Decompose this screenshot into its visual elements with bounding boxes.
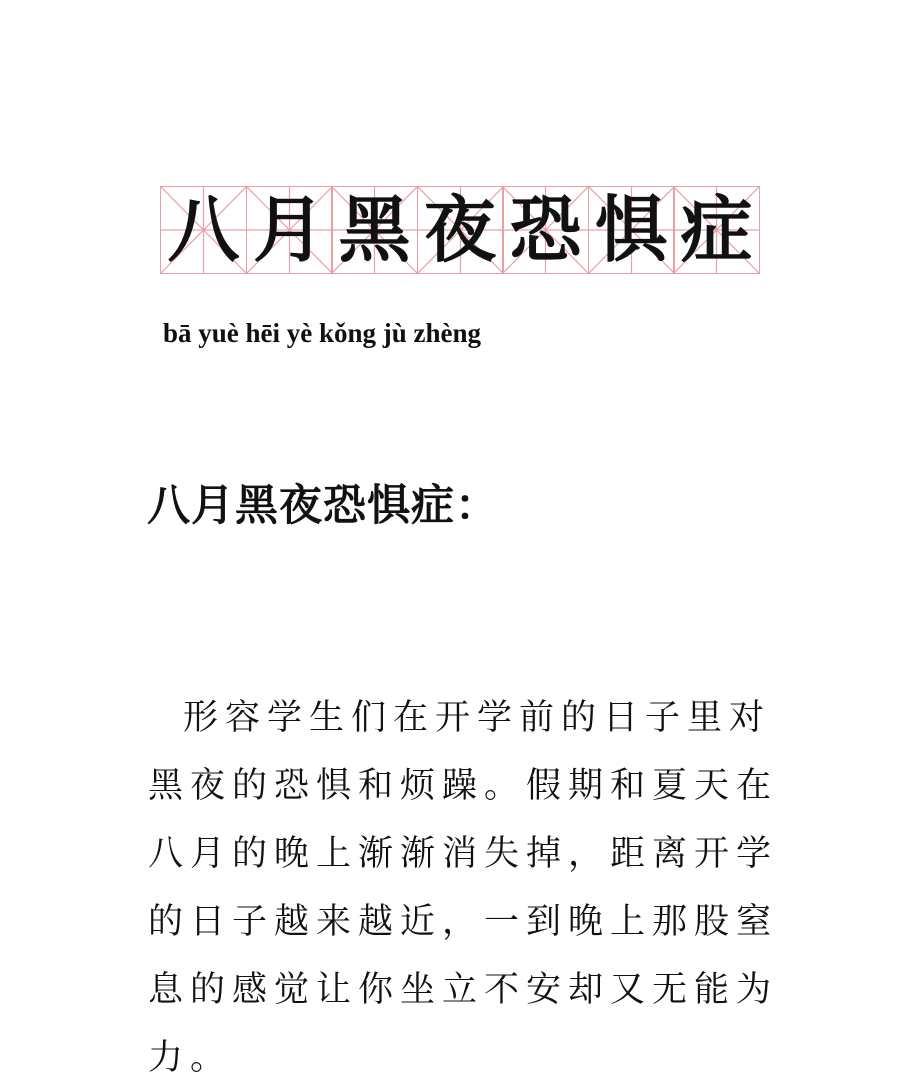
- title-cell: [673, 186, 760, 274]
- title-char: 夜: [423, 187, 496, 272]
- title-grid: [160, 186, 769, 274]
- definition-paragraph: 形容学生们在开学前的日子里对黑夜的恐惧和烦躁。假期和夏天在八月的晚上渐渐消失掉，距离开学的日子越来越近，一到晚上那股窒息的感觉让你坐立不安却又无能为力。: [148, 698, 779, 1078]
- title-cell: [331, 186, 418, 274]
- title-char: 恐: [509, 187, 582, 272]
- pinyin-line: bā yuè hēi yè kǒng jù zhèng: [163, 318, 482, 348]
- title-char: 症: [680, 187, 753, 272]
- title-cell: [160, 186, 247, 274]
- title-char: 黑: [338, 187, 411, 272]
- title-cell: [417, 186, 504, 274]
- title-cell: [588, 186, 675, 274]
- title-char: 惧: [594, 187, 667, 272]
- title-cell: [246, 186, 333, 274]
- title-cell: [502, 186, 589, 274]
- section-heading: 八月黑夜恐惧症：: [147, 481, 499, 531]
- title-char: 八: [167, 187, 240, 272]
- title-char: 月: [252, 187, 325, 272]
